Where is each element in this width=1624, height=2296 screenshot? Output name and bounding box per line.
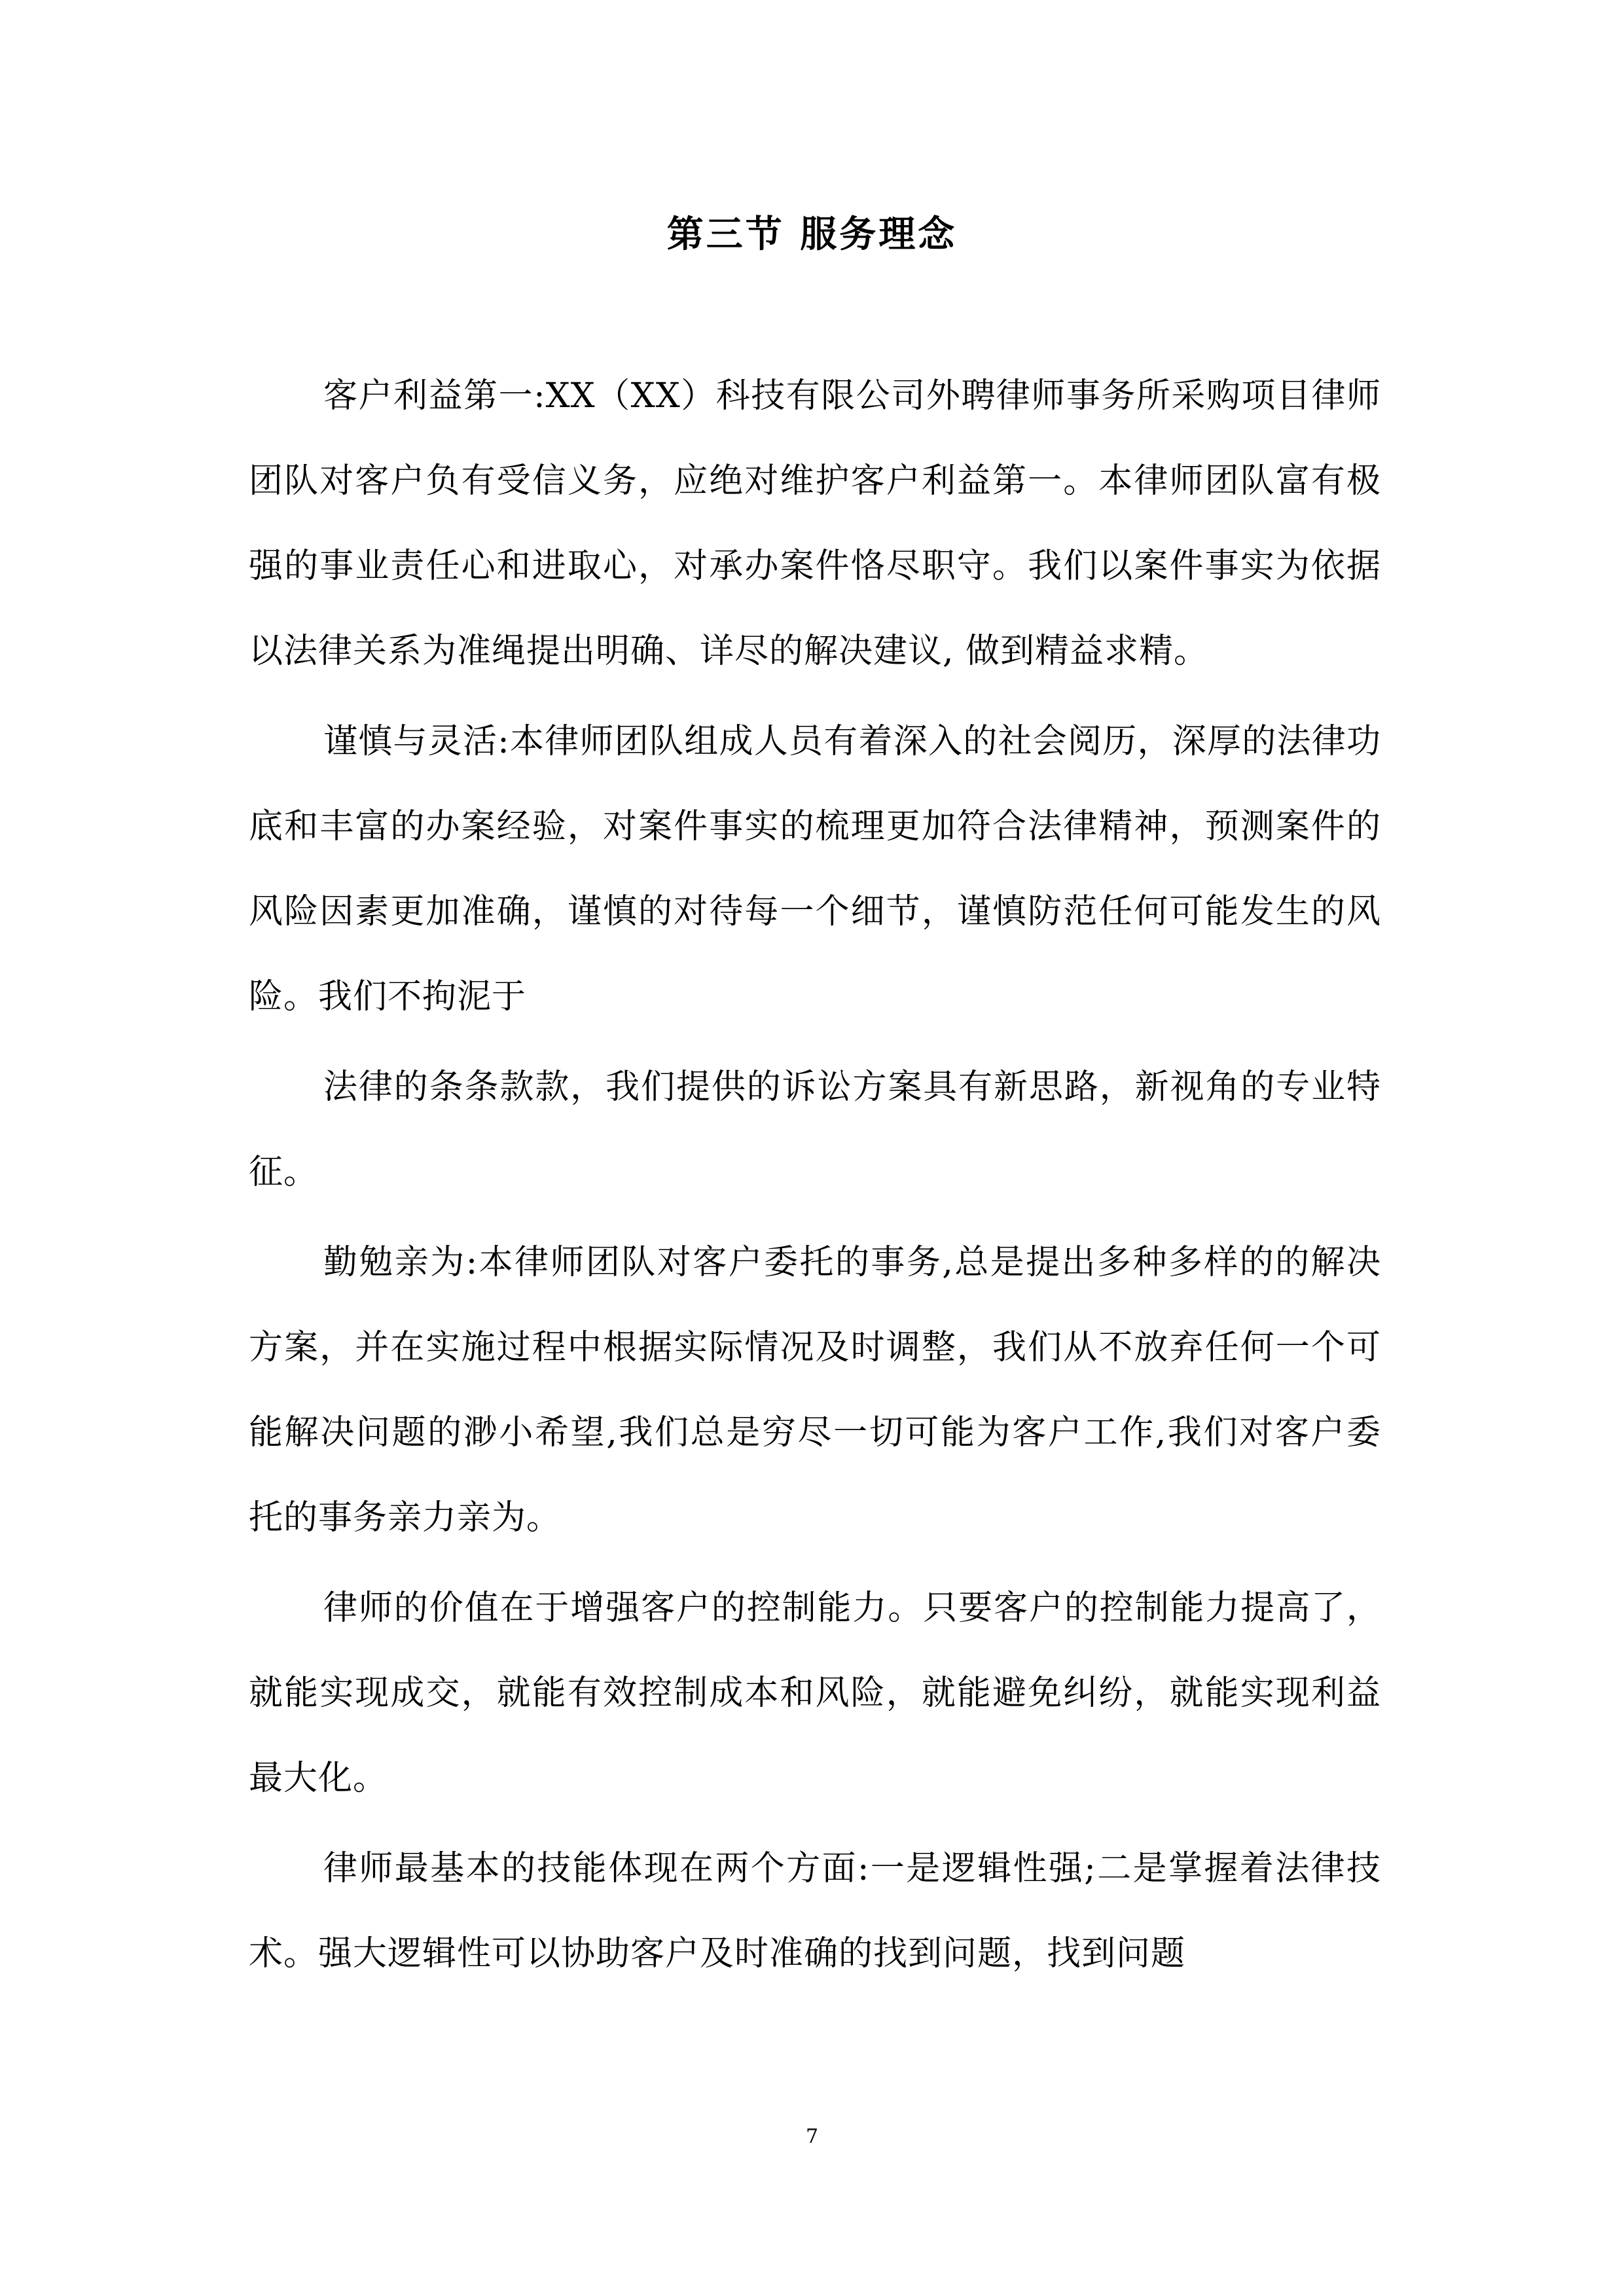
paragraph-prudence-flexibility: 谨慎与灵活:本律师团队组成人员有着深入的社会阅历，深厚的法律功底和丰富的办案经验，对案件事实的梳理更加符合法律精神，预测案件的风险因素更加准确，谨慎的对待每一个细节，谨慎防范任何可能发生的风险。我们不拘泥于 (249, 722, 1381, 1016)
paragraph-legal-provisions: 法律的条条款款，我们提供的诉讼方案具有新思路，新视角的专业特征。 (249, 1067, 1381, 1192)
body-text (249, 353, 1381, 2001)
page-title: 第三节 服务理念 (666, 213, 958, 256)
page-number: 7 (805, 2125, 819, 2148)
paragraph-basic-skills: 律师最基本的技能体现在两个方面:一是逻辑性强;二是掌握着法律技术。强大逻辑性可以协助客户及时准确的找到问题，找到问题 (249, 1849, 1381, 1973)
paragraph-lawyer-value: 律师的价值在于增强客户的控制能力。只要客户的控制能力提高了，就能实现成交，就能有效控制成本和风险，就能避免纠纷，就能实现利益最大化。 (249, 1588, 1381, 1798)
paragraph-client-interest: 客户利益第一:XX（XX）科技有限公司外聘律师事务所采购项目律师团队对客户负有受信义务，应绝对维护客户利益第一。本律师团队富有极强的事业责任心和进取心，对承办案件恪尽职守。我们以案件事实为依据以法律关系为准绳提出明确、详尽的解决建议, 做到精益求精。 (249, 376, 1381, 671)
paragraph-diligence: 勤勉亲为:本律师团队对客户委托的事务,总是提出多种多样的的解决方案，并在实施过程中根据实际情况及时调整，我们从不放弃任何一个可能解决问题的渺小希望,我们总是穷尽一切可能为客户工作,我们对客户委托的事务亲力亲为。 (249, 1243, 1381, 1537)
